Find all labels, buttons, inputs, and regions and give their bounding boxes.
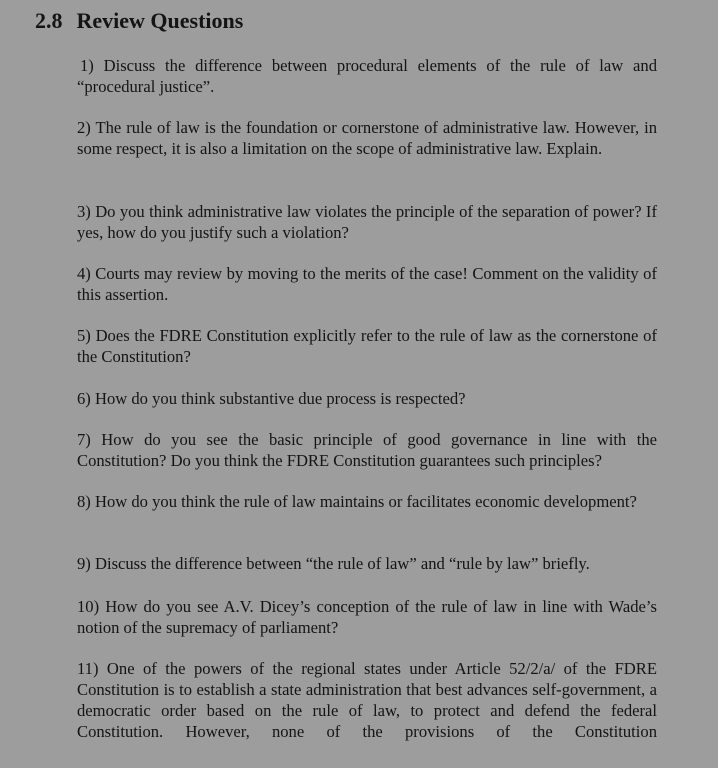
section-title: Review Questions xyxy=(76,8,244,33)
question-11: 11) One of the powers of the regional states under Article 52/2/a/ of the FDRE Constitution is to establish a state administration that best advances self-government, a democratic order based on the rule of law, to protect and defend the federal Constitution. However, none of the provisions of the Constitution xyxy=(77,659,657,741)
question-2: 2) The rule of law is the foundation or cornerstone of administrative law. However, in some respect, it is also a limitation on the scope of administrative law. Explain. xyxy=(77,118,657,158)
question-5: 5) Does the FDRE Constitution explicitly refer to the rule of law as the cornerstone of the Constitution? xyxy=(77,326,657,366)
question-10: 10) How do you see A.V. Dicey’s conception of the rule of law in line with Wade’s notion of the supremacy of parliament? xyxy=(77,597,657,637)
question-7: 7) How do you see the basic principle of good governance in line with the Constitution? Do you think the FDRE Constitution guarantees such principles? xyxy=(77,430,657,470)
question-1: 1) Discuss the difference between procedural elements of the rule of law and “procedural justice”. xyxy=(77,56,657,96)
question-9: 9) Discuss the difference between “the rule of law” and “rule by law” briefly. xyxy=(77,554,590,573)
question-3: 3) Do you think administrative law violates the principle of the separation of power? If yes, how do you justify such a violation? xyxy=(77,202,657,242)
question-8: 8) How do you think the rule of law maintains or facilitates economic development? xyxy=(77,492,637,511)
section-number: 2.8 xyxy=(35,8,63,33)
question-6: 6) How do you think substantive due process is respected? xyxy=(77,389,466,408)
question-4: 4) Courts may review by moving to the merits of the case! Comment on the validity of this assertion. xyxy=(77,264,657,304)
section-heading xyxy=(35,8,243,34)
